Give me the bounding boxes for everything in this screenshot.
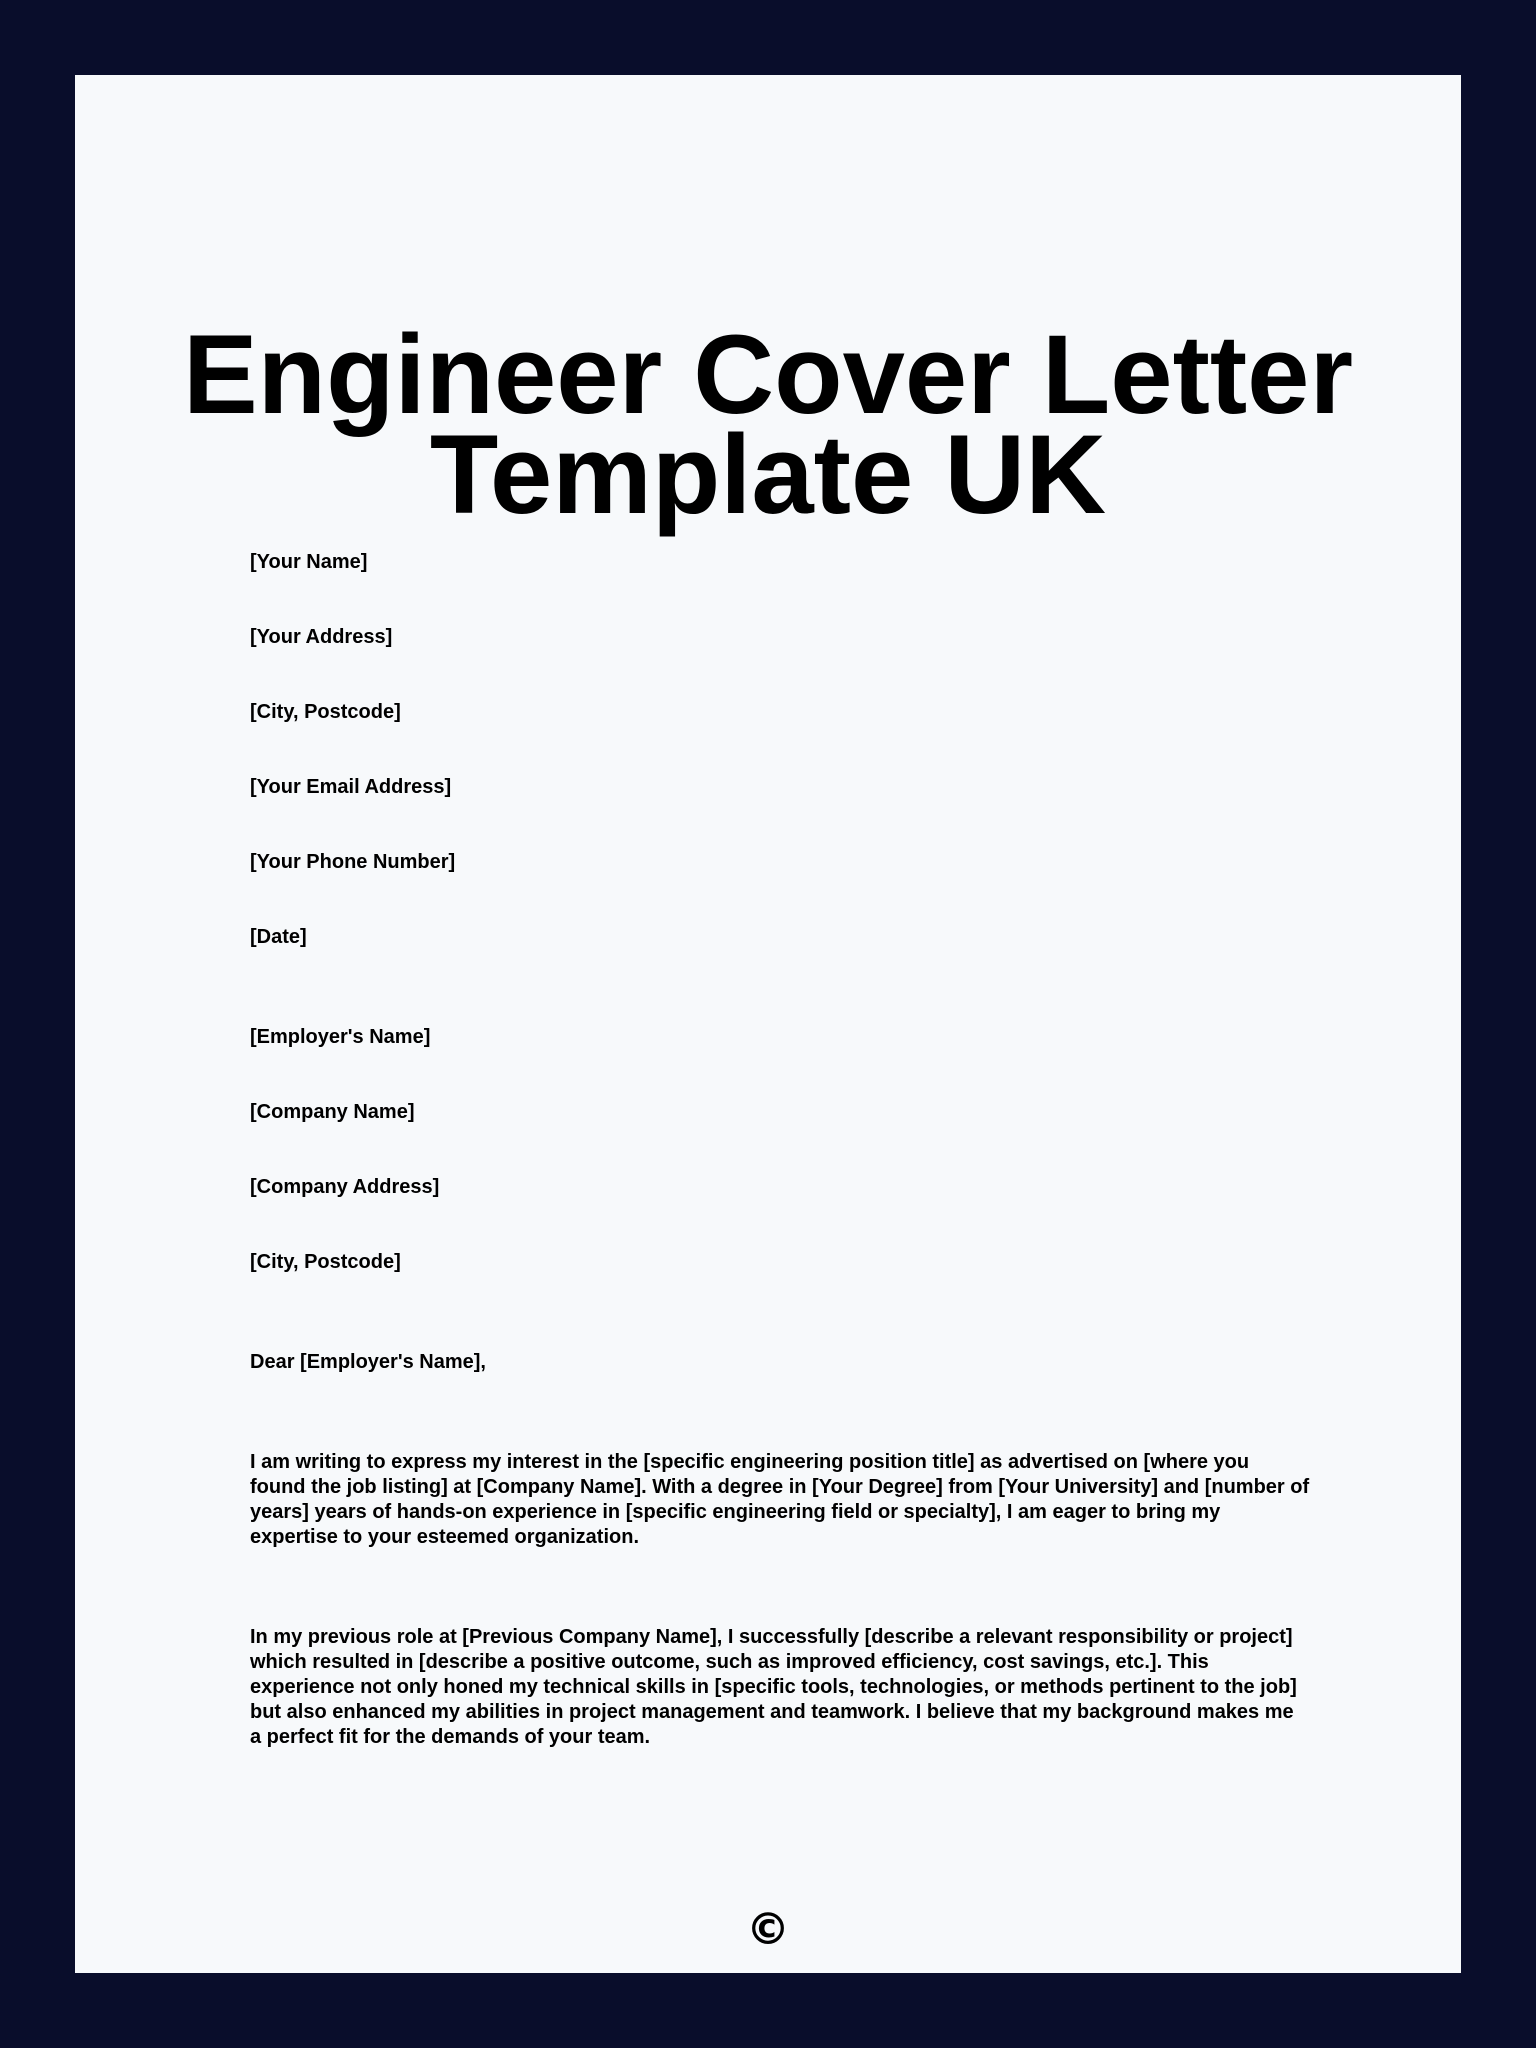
sender-phone: [Your Phone Number] [250, 851, 456, 873]
sender-name: [Your Name] [250, 551, 368, 573]
recipient-company-address: [Company Address] [250, 1176, 440, 1198]
letter-date: [Date] [250, 926, 307, 948]
sender-city-postcode: [City, Postcode] [250, 701, 401, 723]
copyright-icon: © [746, 1904, 790, 1955]
recipient-city-postcode: [City, Postcode] [250, 1251, 401, 1273]
title-line-1: Engineer Cover Letter [182, 312, 1354, 437]
body-paragraph-1: I am writing to express my interest in the [specific engineering position title] as advertised on [where you found the job listing] at [Company Name]. With a degree in [Your Degree] from [Your University] and [number of years] years of hands-on experience in [specific engineering field or specialty], I am eager to bring my expertise to your esteemed organization. [250, 1451, 1310, 1548]
letter-page [75, 75, 1461, 1973]
sender-address: [Your Address] [250, 626, 393, 648]
body-paragraph-2: In my previous role at [Previous Company Name], I successfully [describe a relevant responsibility or project] which resulted in [describe a positive outcome, such as improved efficiency, cost savings, etc.]. This experience not only honed my technical skills in [specific tools, technologies, or methods pertinent to the job] but also enhanced my abilities in project management and teamwork. I believe that my background makes me a perfect fit for the demands of your team. [250, 1626, 1297, 1748]
recipient-employer-name: [Employer's Name] [250, 1026, 431, 1048]
recipient-company-name: [Company Name] [250, 1101, 415, 1123]
title-line-2: Template UK [429, 412, 1107, 537]
sender-email: [Your Email Address] [250, 776, 452, 798]
document-title [75, 312, 1461, 537]
salutation: Dear [Employer's Name], [250, 1351, 486, 1373]
